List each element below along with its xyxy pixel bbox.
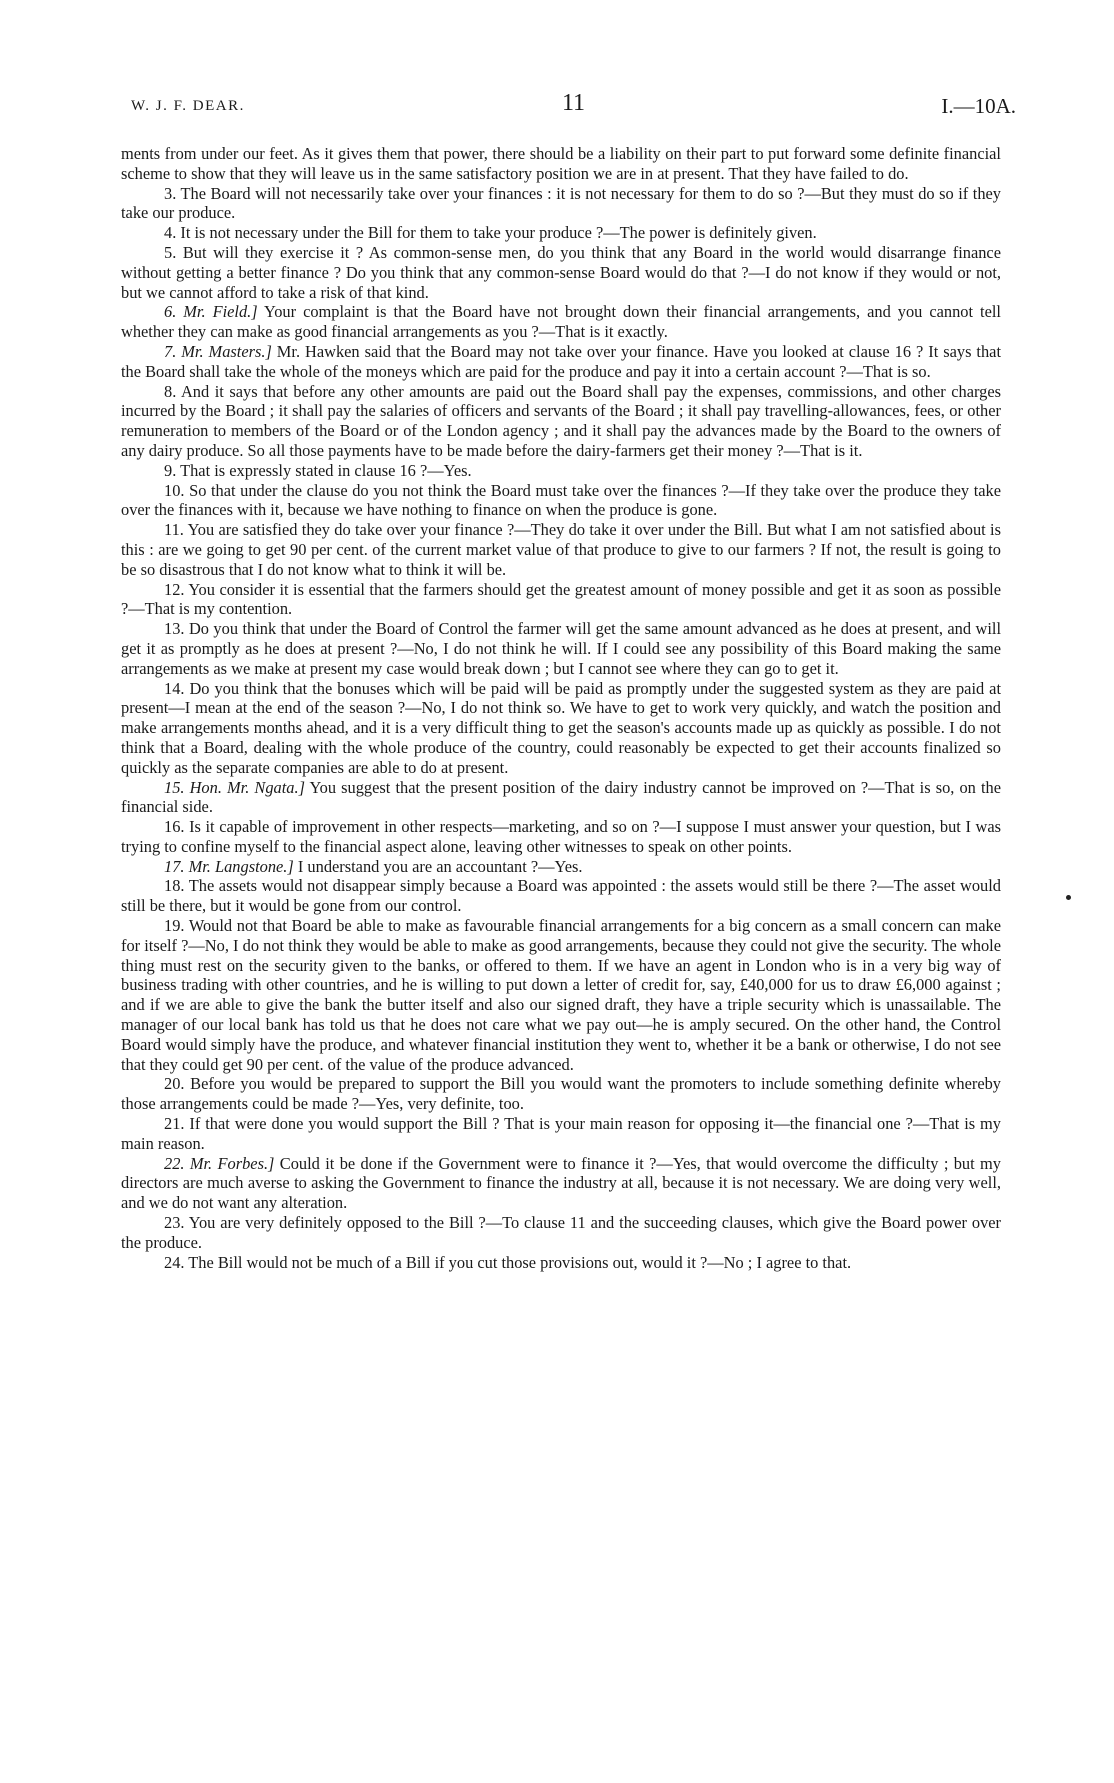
paragraph: 10. So that under the clause do you not think the Board must take over the finances ?—If they take over the produce they take over the finances with it, because we have nothing to finance on when the produce is gone.	[121, 480, 1001, 520]
paragraph: 6. Mr. Field.] Your complaint is that the Board have not brought down their financial arrangements, and you cannot tell whether they can make as good financial arrangements as you ?—That is it exactly.	[121, 302, 1001, 342]
paragraph: 16. Is it capable of improvement in other respects—marketing, and so on ?—I suppose I must answer your question, but I was trying to confine myself to the financial aspect alone, leaving other witnesses to speak on other points.	[121, 817, 1001, 856]
paragraph: 18. The assets would not disappear simply because a Board was appointed : the assets would still be there ?—The asset would still be there, but it would be gone from our control.	[121, 876, 1001, 916]
paragraph: 8. And it says that before any other amounts are paid out the Board shall pay the expenses, commissions, and other charges incurred by the Board ; it shall pay the salaries of officers and servants of the Board ; it shall pay travelling-allowances, fees, or other remuneration to members of the Board or of the London agency ; and it shall pay the advances made by the Board to the owners of any dairy produce. So all those payments have to be made before the dairy-farmers get their money ?—That is it.	[121, 381, 1001, 460]
paragraph: ments from under our feet. As it gives them that power, there should be a liability on their part to put forward some definite financial scheme to show that they will leave us in the same satisfactory position we are in at present. That they have failed to do.	[121, 144, 1001, 183]
page-number: 11	[561, 90, 586, 116]
page-header	[131, 90, 1016, 124]
speaker-label: 22. Mr. Forbes.]	[164, 1153, 275, 1173]
margin-mark	[1066, 895, 1071, 900]
speaker-label: 15. Hon. Mr. Ngata.]	[164, 777, 305, 797]
paragraph: 22. Mr. Forbes.] Could it be done if the Government were to finance it ?—Yes, that would overcome the difficulty ; but my directors are much averse to asking the Government to finance the industry at all, because it is not necessary. We are doing very well, and we do not want any alteration.	[121, 1153, 1001, 1213]
evidence-body	[121, 144, 1001, 1272]
paragraph: 21. If that were done you would support the Bill ? That is your main reason for opposing it—the financial one ?—That is my main reason.	[121, 1114, 1001, 1153]
speaker-label: 6. Mr. Field.]	[164, 302, 258, 322]
paragraph: 3. The Board will not necessarily take over your finances : it is not necessary for them to do so ?—But they must do so if they take our produce.	[121, 183, 1001, 223]
paragraph: 12. You consider it is essential that the farmers should get the greatest amount of money possible and get it as soon as possible ?—That is my contention.	[121, 579, 1001, 619]
speaker-label: 17. Mr. Langstone.]	[164, 856, 294, 876]
paragraph: 9. That is expressly stated in clause 16 ?—Yes.	[164, 460, 472, 480]
paragraph: 14. Do you think that the bonuses which will be paid will be paid as promptly under the suggested system as they are paid at present—I mean at the end of the season ?—No, I do not think so. We have to get to work very quickly, and watch the position and make arrangements months ahead, and it is a very difficult thing to get the season's accounts made up as quickly as possible. I do not think that a Board, dealing with the whole produce of the country, could reasonably be expected to get their accounts finalized so quickly as the separate companies are able to do at present.	[121, 678, 1001, 777]
paragraph: 15. Hon. Mr. Ngata.] You suggest that the present position of the dairy industry cannot be improved on ?—That is so, on the financial side.	[121, 777, 1001, 817]
paragraph: 7. Mr. Masters.] Mr. Hawken said that the Board may not take over your finance. Have you looked at clause 16 ? It says that the Board shall take the whole of the moneys which are paid for the produce and pay it into a certain account ?—That is so.	[121, 341, 1002, 381]
paragraph: 11. You are satisfied they do take over your finance ?—They do take it over under the Bill. But what I am not satisfied about is this : are we going to get 90 per cent. of the current market value of that produce to give to our farmers ? If not, the result is going to be so disastrous that I do not know what to think it will be.	[121, 520, 1001, 579]
paragraph: 17. Mr. Langstone.] I understand you are an accountant ?—Yes.	[164, 856, 583, 876]
paragraph: 19. Would not that Board be able to make as favourable financial arrangements for a big concern as a small concern can make for itself ?—No, I do not think they would be able to make as good arrangements, because they could not give the security. The whole thing must rest on the security given to the banks, or offered to them. If we have an agent in London who is in a very big way of business trading with other countries, and he is willing to put down a letter of credit for, say, £40,000 for us to draw £6,000 against ; and if we are able to give the bank the butter itself and also our signed draft, they have a triple security which is unassailable. The manager of our local bank has told us that he does not care what we pay out—he is amply secured. On the other hand, the Control Board would simply have the produce, and whatever financial institution they went to, whether it be a bank or otherwise, I do not see that they could get 90 per cent. of the value of the produce advanced.	[121, 916, 1001, 1074]
paragraph: 20. Before you would be prepared to support the Bill you would want the promoters to include something definite whereby those arrangements could be made ?—Yes, very definite, too.	[121, 1074, 1001, 1114]
paragraph: 24. The Bill would not be much of a Bill if you cut those provisions out, would it ?—No ; I agree to that.	[164, 1252, 852, 1272]
paragraph: 5. But will they exercise it ? As common-sense men, do you think that any Board in the world would disarrange finance without getting a better finance ? Do you think that any common-sense Board would do that ?—I do not know if they would or not, but we cannot afford to take a risk of that kind.	[121, 242, 1001, 302]
paragraph: 23. You are very definitely opposed to the Bill ?—To clause 11 and the succeeding clauses, which give the Board power over the produce.	[121, 1213, 1001, 1252]
document-reference: I.—10A.	[941, 94, 1016, 118]
paragraph: 13. Do you think that under the Board of Control the farmer will get the same amount advanced as he does at present, and will get it as promptly as he does at present ?—No, I do not think he will. If I could see any possibility of this Board making the same arrangements as we make at present my case would break down ; but I cannot see where they can go to get it.	[121, 619, 1001, 678]
paragraph: 4. It is not necessary under the Bill for them to take your produce ?—The power is definitely given.	[164, 223, 817, 243]
speaker-label: 7. Mr. Masters.]	[164, 341, 272, 361]
witness-name: W. J. F. DEAR.	[131, 98, 245, 114]
